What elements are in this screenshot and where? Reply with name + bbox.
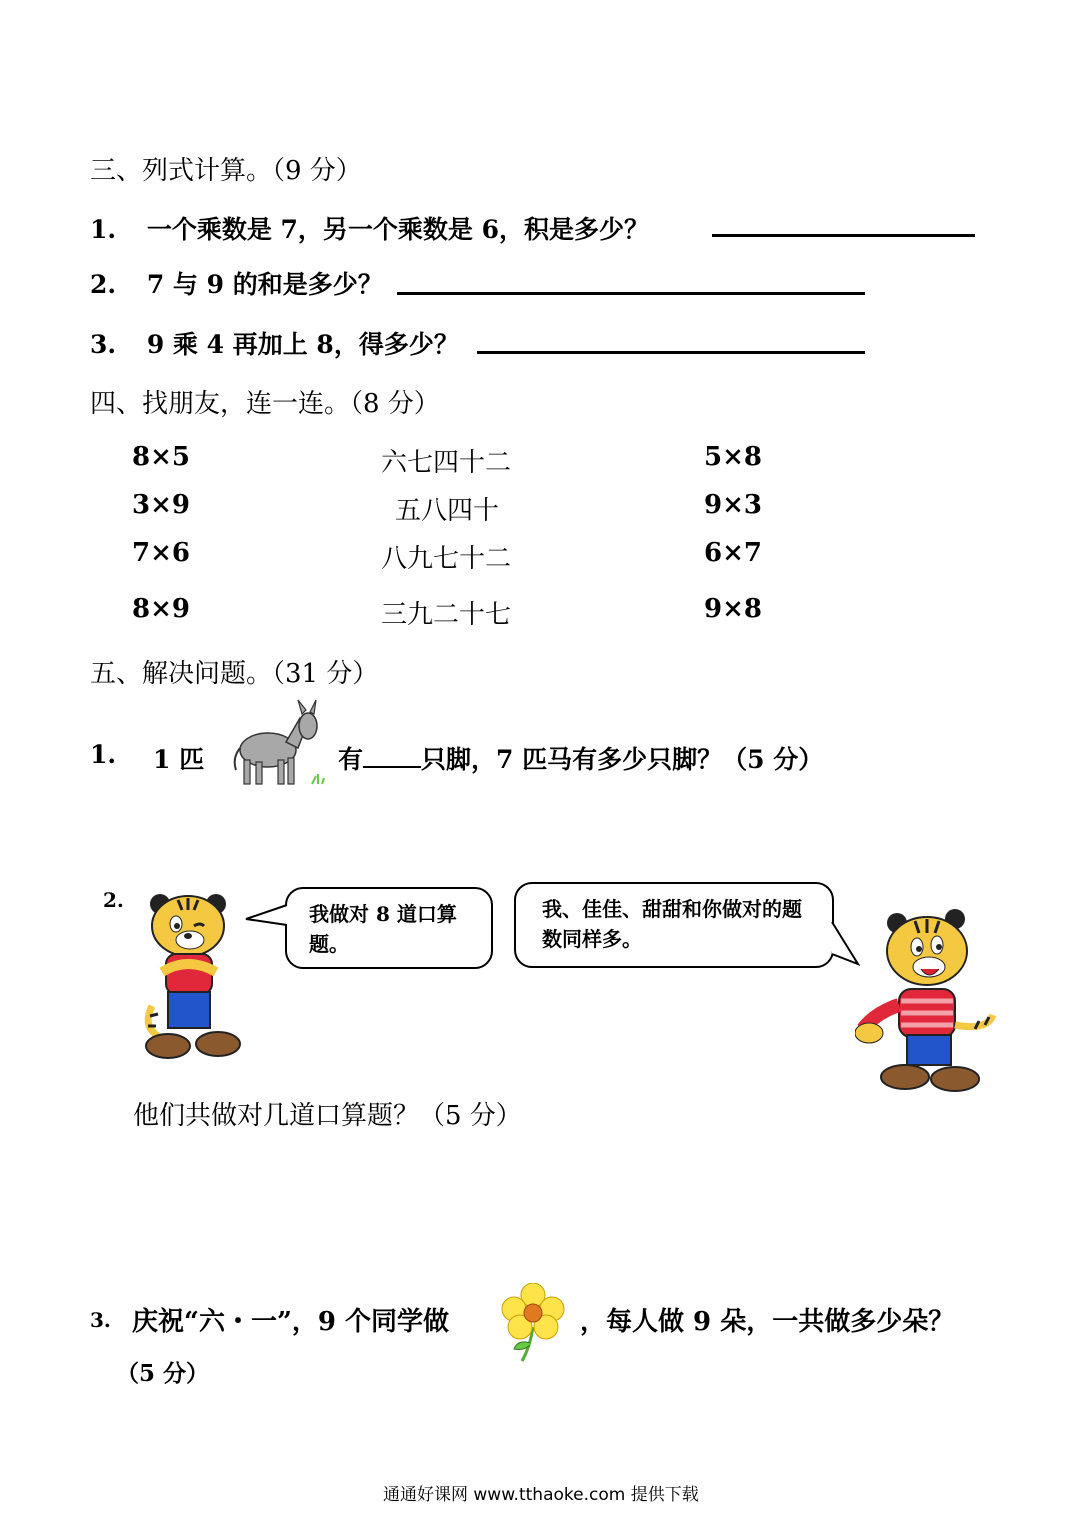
speech-bubble-right [514, 882, 834, 968]
s5-q1-number: 1. [90, 740, 117, 769]
match-mid-4[interactable]: 三九二十七 [381, 600, 512, 630]
s5-q1-mid [338, 740, 823, 776]
s5-q1-post: 只脚，7 匹马有多少只脚？（5 分） [421, 745, 824, 774]
s3-q2 [90, 265, 383, 301]
s3-q1-answer-line[interactable] [712, 234, 975, 237]
match-mid-3[interactable]: 八九七十二 [381, 544, 512, 574]
flower-icon [500, 1283, 566, 1365]
tiger-icon [855, 905, 1000, 1095]
s3-q3-answer-line[interactable] [477, 351, 865, 354]
s3-q3-text: 9 乘 4 再加上 8，得多少？ [146, 330, 459, 359]
s5-q2-question: 他们共做对几道口算题？（5 分） [133, 1101, 522, 1131]
speech-bubble-left-tail [244, 903, 288, 927]
s5-q3-number: 3. [90, 1308, 111, 1332]
match-right-3[interactable]: 6×7 [704, 538, 762, 568]
s5-q2-number: 2. [103, 888, 124, 912]
match-right-1[interactable]: 5×8 [704, 442, 762, 472]
s3-q1-text: 一个乘数是 7，另一个乘数是 6，积是多少？ [146, 215, 650, 244]
page-footer: 通通好课网 www.tthaoke.com 提供下载 [383, 1485, 699, 1505]
s5-q1-blank[interactable] [363, 744, 421, 768]
s3-q3-number: 3. [90, 330, 117, 359]
s5-q3-post: ，每人做 9 朵，一共做多少朵？ [580, 1307, 955, 1337]
section4-title: 四、找朋友，连一连。（8 分） [90, 389, 440, 419]
donkey-icon [226, 698, 326, 790]
section5-title: 五、解决问题。（31 分） [90, 659, 379, 689]
s5-q1-mid-text: 有 [338, 745, 364, 774]
s5-q3-pre: 庆祝“六・一”，9 个同学做 [132, 1307, 450, 1337]
s3-q3 [90, 325, 459, 361]
match-mid-2[interactable]: 五八四十 [395, 496, 500, 526]
s3-q1 [90, 210, 649, 246]
section3-title: 三、列式计算。（9 分） [90, 156, 362, 186]
match-left-3[interactable]: 7×6 [132, 538, 190, 568]
s5-q3-points: （5 分） [116, 1360, 210, 1387]
s3-q1-number: 1. [90, 215, 117, 244]
s3-q2-number: 2. [90, 270, 117, 299]
speech-bubble-left [285, 887, 493, 969]
match-left-2[interactable]: 3×9 [132, 490, 190, 520]
speech-bubble-right-text: 我、佳佳、甜甜和你做对的题数同样多。 [542, 897, 802, 951]
s3-q2-text: 7 与 9 的和是多少？ [146, 270, 383, 299]
match-mid-1[interactable]: 六七四十二 [381, 448, 512, 478]
match-right-2[interactable]: 9×3 [704, 490, 762, 520]
tiger-icon [138, 886, 248, 1068]
s3-q2-answer-line[interactable] [397, 292, 865, 295]
match-left-1[interactable]: 8×5 [132, 442, 190, 472]
match-right-4[interactable]: 9×8 [704, 594, 762, 624]
s5-q1-pre: 1 匹 [153, 745, 205, 774]
speech-bubble-left-text: 我做对 8 道口算题。 [309, 902, 457, 956]
match-left-4[interactable]: 8×9 [132, 594, 190, 624]
